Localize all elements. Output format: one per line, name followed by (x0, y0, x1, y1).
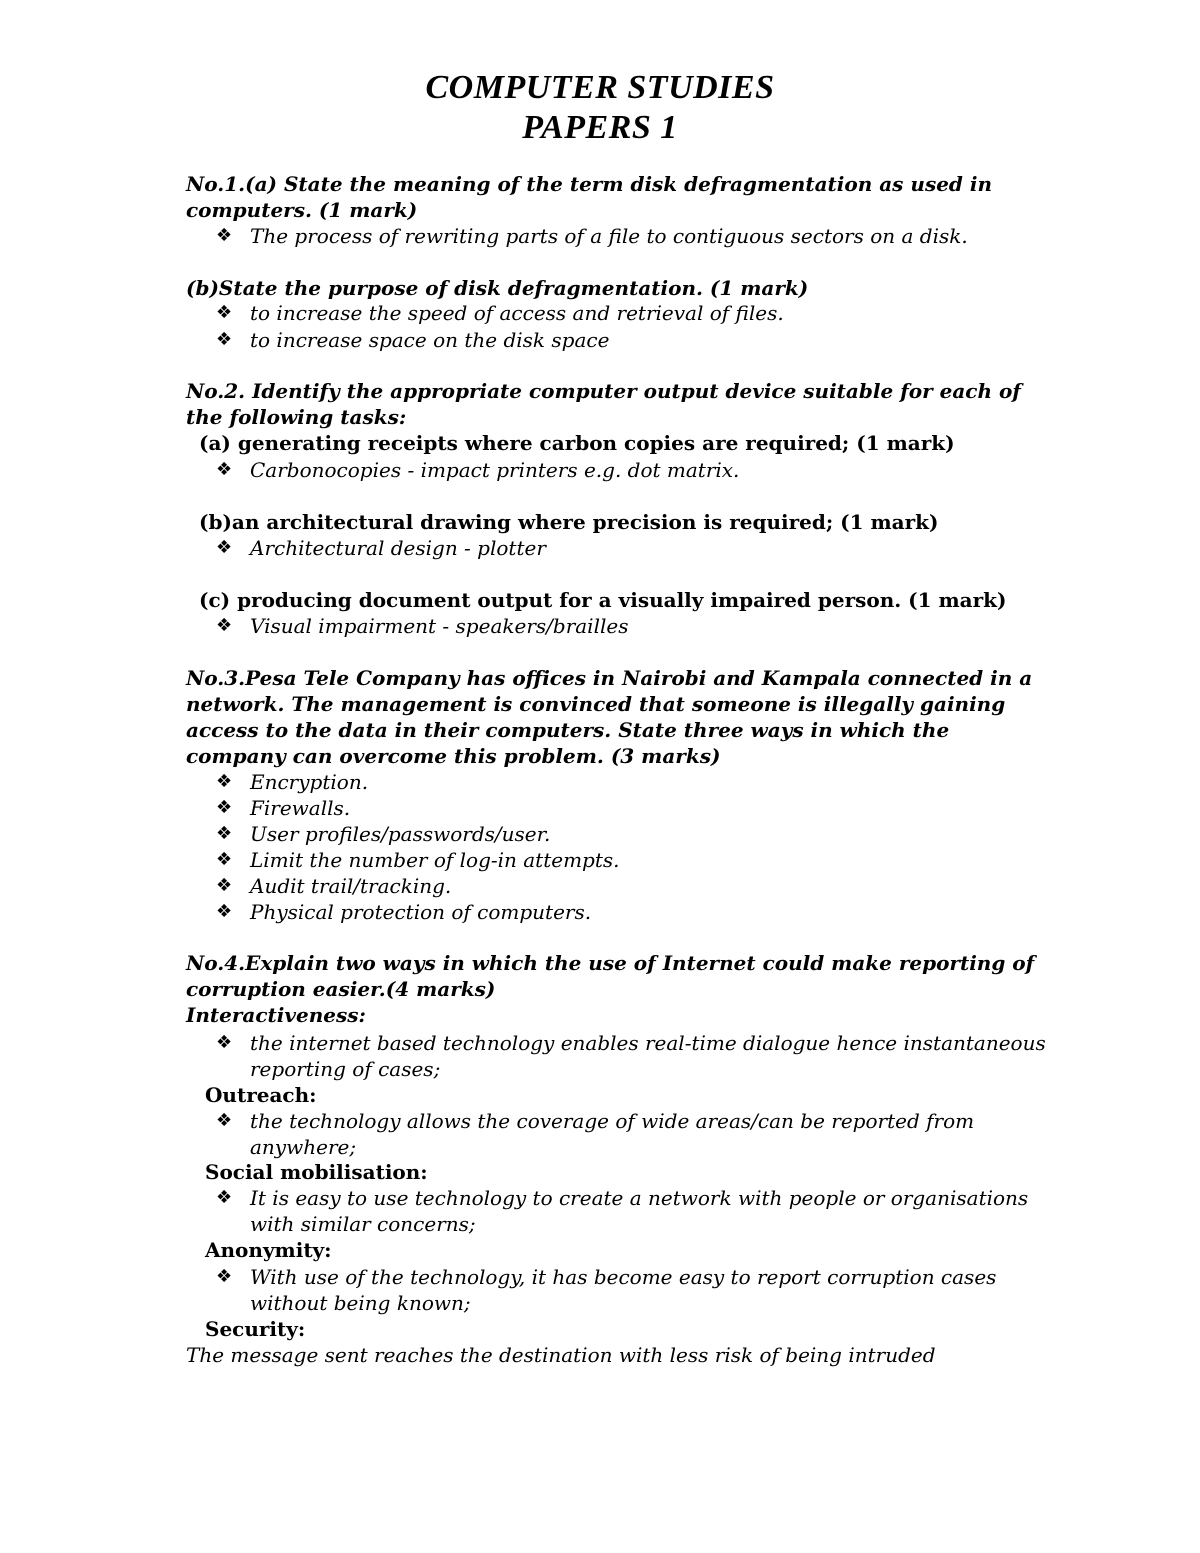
q2b-question: (b)an architectural drawing where precision is required; (1 mark) (199, 510, 939, 534)
security-answer: The message sent reaches the destination with less risk of being intruded (186, 1343, 936, 1367)
answer-line: With use of the technology, it has become easy to report corruption cases (250, 1265, 997, 1289)
answer-text: Firewalls. (250, 796, 351, 820)
q3-question-line4: company can overcome this problem. (3 marks) (186, 744, 721, 768)
answer-line: without being known; (250, 1291, 471, 1315)
social-mobilisation-answer (216, 1185, 1076, 1237)
q4-question-line2: corruption easier.(4 marks) (186, 977, 496, 1001)
diamond-bullet-icon: ❖ (216, 797, 233, 818)
interactiveness-answer (216, 1030, 1076, 1082)
social-mobilisation-heading: Social mobilisation: (205, 1160, 428, 1184)
answer-text (250, 1264, 1076, 1316)
q2a-answer (216, 457, 1076, 483)
q1a-question-line2: computers. (1 mark) (186, 198, 418, 222)
q2c-question: (c) producing document output for a visually impaired person. (1 mark) (199, 588, 1007, 612)
q1a-answer (216, 223, 1076, 249)
answer-text: Visual impairment - speakers/brailles (250, 614, 629, 638)
answer-text: Limit the number of log-in attempts. (250, 848, 620, 872)
diamond-bullet-icon: ❖ (216, 875, 233, 896)
q2-question-line2: the following tasks: (186, 405, 407, 429)
q3-answer-4 (216, 847, 1076, 873)
answer-line: the internet based technology enables real-time dialogue hence instantaneous (250, 1031, 1046, 1055)
diamond-bullet-icon: ❖ (216, 1032, 233, 1053)
q3-answer-2 (216, 795, 1076, 821)
diamond-bullet-icon: ❖ (216, 901, 233, 922)
answer-text (250, 1108, 1076, 1160)
diamond-bullet-icon: ❖ (216, 329, 233, 350)
q4-question-line1: No.4.Explain two ways in which the use of Internet could make reporting of (186, 951, 1035, 975)
answer-line: the technology allows the coverage of wide areas/can be reported from (250, 1109, 975, 1133)
diamond-bullet-icon: ❖ (216, 225, 233, 246)
answer-text: Audit trail/tracking. (250, 874, 452, 898)
answer-text: to increase the speed of access and retrieval of files. (250, 301, 784, 325)
q1b-question: (b)State the purpose of disk defragmentation. (1 mark) (186, 276, 809, 300)
answer-line: with similar concerns; (250, 1212, 476, 1236)
diamond-bullet-icon: ❖ (216, 1187, 233, 1208)
security-heading: Security: (205, 1317, 306, 1341)
answer-text (250, 1030, 1076, 1082)
answer-text (250, 1185, 1076, 1237)
document-subtitle: PAPERS 1 (522, 109, 678, 146)
answer-text: Encryption. (250, 770, 369, 794)
q2c-answer (216, 613, 1076, 639)
q1b-answer-2 (216, 327, 1076, 353)
answer-text: User profiles/passwords/user. (250, 822, 551, 846)
q3-answer-3 (216, 821, 1076, 847)
diamond-bullet-icon: ❖ (216, 771, 233, 792)
document-title: COMPUTER STUDIES (425, 69, 775, 106)
q3-question-line2: network. The management is convinced that someone is illegally gaining (186, 692, 1006, 716)
answer-text: Architectural design - plotter (250, 536, 546, 560)
diamond-bullet-icon: ❖ (216, 849, 233, 870)
diamond-bullet-icon: ❖ (216, 1266, 233, 1287)
q3-question-line3: access to the data in their computers. State three ways in which the (186, 718, 950, 742)
q2-question-line1: No.2. Identify the appropriate computer output device suitable for each of (186, 379, 1021, 403)
anonymity-heading: Anonymity: (205, 1238, 332, 1262)
answer-text: Carbonocopies - impact printers e.g. dot matrix. (250, 458, 740, 482)
interactiveness-heading: Interactiveness: (186, 1003, 366, 1027)
outreach-heading: Outreach: (205, 1083, 317, 1107)
diamond-bullet-icon: ❖ (216, 615, 233, 636)
diamond-bullet-icon: ❖ (216, 537, 233, 558)
diamond-bullet-icon: ❖ (216, 1110, 233, 1131)
q2a-question: (a) generating receipts where carbon copies are required; (1 mark) (199, 431, 955, 455)
q2b-answer (216, 535, 1076, 561)
q1b-answer-1 (216, 300, 1076, 326)
answer-text: Physical protection of computers. (250, 900, 592, 924)
anonymity-answer (216, 1264, 1076, 1316)
q3-answer-5 (216, 873, 1076, 899)
q3-question-line1: No.3.Pesa Tele Company has offices in Nairobi and Kampala connected in a (186, 666, 1033, 690)
q3-answer-6 (216, 899, 1076, 925)
answer-line: anywhere; (250, 1135, 357, 1159)
diamond-bullet-icon: ❖ (216, 302, 233, 323)
answer-text: to increase space on the disk space (250, 328, 610, 352)
q3-answer-1 (216, 769, 1076, 795)
answer-line: reporting of cases; (250, 1057, 441, 1081)
answer-text: The process of rewriting parts of a file to contiguous sectors on a disk. (250, 224, 968, 248)
q1a-question-line1: No.1.(a) State the meaning of the term disk defragmentation as used in (186, 172, 993, 196)
diamond-bullet-icon: ❖ (216, 459, 233, 480)
outreach-answer (216, 1108, 1076, 1160)
diamond-bullet-icon: ❖ (216, 823, 233, 844)
answer-line: It is easy to use technology to create a network with people or organisations (250, 1186, 1029, 1210)
